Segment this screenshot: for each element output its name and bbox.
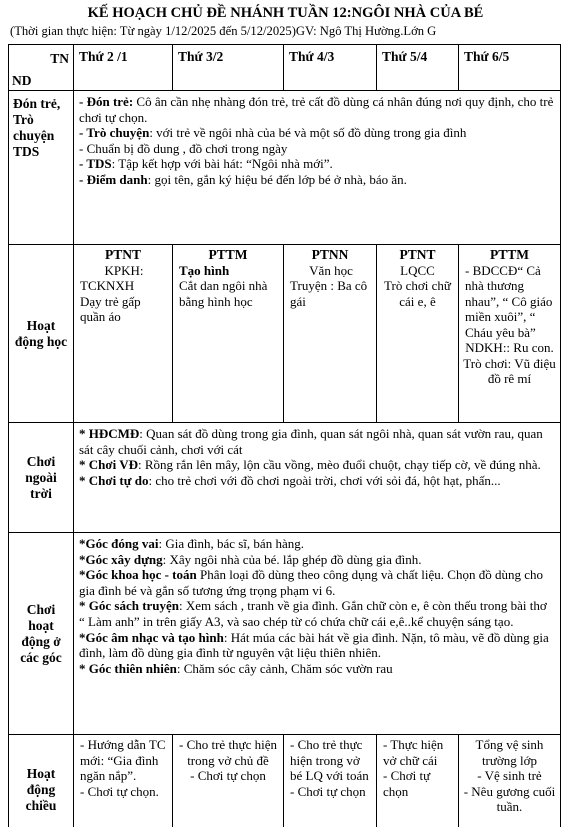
day-header-5: Thứ 6/5 [459, 45, 561, 91]
row-label-hoat-dong-hoc: Hoạt động học [9, 245, 74, 423]
cac-goc-line: *Góc xây dựng: Xây ngôi nhà của bé. lắp ghép đồ dùng gia đình. [79, 551, 422, 567]
don-tre-line: - TDS: Tập kết hợp với bài hát: “Ngôi nhà mới”. [79, 156, 333, 172]
row-label-ngoai-troi: Chơi ngoài trời [9, 423, 74, 533]
header-row [9, 45, 561, 91]
lesson-cell-tue: PTTM Tạo hình Cắt dan ngôi nhà bằng hình học [173, 245, 284, 423]
corner-bottom-label: ND [12, 73, 32, 88]
don-tre-line: - Trò chuyện: với trẻ về ngôi nhà của bé và một số đồ dùng trong gia đình [79, 125, 467, 141]
row-ngoai-troi [9, 423, 561, 533]
row-don-tre [9, 91, 561, 245]
ngoai-troi-line: * Chơi VĐ: Rồng rắn lên mây, lộn cầu vồng, mèo đuổi chuột, chạy tiếp cờ, về đúng nhà. [79, 457, 541, 473]
cac-goc-line: * Góc sách truyện: Xem sách , tranh về gia đình. Gắn chữ còn e, ê còn thếu trong bài thơ “ Làm anh” in trên giấy A3, và sao chép từ có chứa chữ cái e,ê..kể chuyện sáng tạo. [79, 598, 547, 629]
day-header-3: Thứ 4/3 [284, 45, 377, 91]
corner-top-label: TN [50, 51, 69, 66]
plan-subtitle: (Thời gian thực hiện: Từ ngày 1/12/2025 đến 5/12/2025)GV: Ngô Thị Hường.Lớn G [10, 24, 437, 38]
ngoai-troi-content [74, 423, 561, 533]
afternoon-cell-wed: - Cho trẻ thực hiện trong vở bé LQ với toán - Chơi tự chọn [284, 735, 377, 827]
lesson-cell-mon: PTNT KPKH: TCKNXH Dạy trẻ gấp quần áo [74, 245, 173, 423]
don-tre-line: - Đón trẻ: Cô ân cần nhẹ nhàng đón trẻ, trẻ cất đồ dùng cá nhân đúng nơi quy định, cho trẻ chơi tự chọn. [79, 94, 554, 125]
corner-cell [9, 45, 74, 91]
plan-title: KẾ HOẠCH CHỦ ĐỀ NHÁNH TUẦN 12:NGÔI NHÀ CỦA BÉ [87, 5, 484, 21]
don-tre-content [74, 91, 561, 245]
afternoon-cell-tue: - Cho trẻ thực hiện trong vở chủ đề - Chơi tự chọn [173, 735, 284, 827]
row-label-don-tre: Đón trẻ, Trò chuyện TDS [9, 91, 74, 245]
day-header-2: Thứ 3/2 [173, 45, 284, 91]
row-label-cac-goc: Chơi hoạt động ở các góc [9, 533, 74, 735]
afternoon-cell-fri: Tổng vệ sinh trường lớp - Vệ sinh trẻ - Nêu gương cuối tuần. [459, 735, 561, 827]
lesson-cell-fri: PTTM - BDCCĐ“ Cả nhà thương nhau”, “ Cô giáo miền xuôi”, “ Cháu yêu bà” NDKH:: Ru con. Trò chơi: Vũ điệu đồ rê mí [459, 245, 561, 423]
day-header-1: Thứ 2 /1 [74, 45, 173, 91]
lesson-cell-wed: PTNN Văn học Truyện : Ba cô gái [284, 245, 377, 423]
cac-goc-line: *Góc khoa học - toán Phân loại đồ dùng theo công dụng và chất liệu. Chọn đồ dùng cho gia đình bé và gắn số tương ứng trọng phạm vi 6. [79, 567, 543, 598]
ngoai-troi-line: * HĐCMĐ: Quan sát đồ dùng trong gia đình, quan sát ngôi nhà, quan sát vườn rau, quan sát cây chuối cảnh, chơi với cát [79, 426, 543, 457]
cac-goc-line: *Góc âm nhạc và tạo hình: Hát múa các bài hát về gia đình. Nặn, tô màu, vẽ đồ dùng gia đình, làm đồ dùng gia đình từ nguyên vật liệu thiên nhiên. [79, 629, 549, 661]
cac-goc-line: * Góc thiên nhiên: Chăm sóc cây cảnh, Chăm sóc vườn rau [79, 660, 393, 676]
weekly-plan-table [8, 44, 561, 827]
row-label-chieu: Hoạt động chiều [9, 735, 74, 827]
don-tre-line: - Chuẩn bị đồ dung , đồ chơi trong ngày [79, 140, 288, 156]
afternoon-cell-thu: - Thực hiện vở chữ cái - Chơi tự chọn [377, 735, 459, 827]
row-chieu [9, 735, 561, 827]
day-header-4: Thứ 5/4 [377, 45, 459, 91]
cac-goc-line: *Góc đóng vai: Gia đình, bác sĩ, bán hàng. [79, 536, 304, 551]
cac-goc-content [74, 533, 561, 735]
afternoon-cell-mon: - Hướng dẫn TC mới: “Gia đình ngăn nắp”. - Chơi tự chọn. [74, 735, 173, 827]
ngoai-troi-line: * Chơi tự do: cho trẻ chơi với đồ chơi ngoài trời, chơi với sỏi đá, hột hạt, phấn... [79, 472, 501, 488]
row-cac-goc [9, 533, 561, 735]
row-hoat-dong-hoc [9, 245, 561, 423]
don-tre-line: - Điểm danh: gọi tên, gắn ký hiệu bé đến lớp bé ở nhà, báo ăn. [79, 171, 407, 187]
lesson-cell-thu: PTNT LQCC Trò chơi chữ cái e, ê [377, 245, 459, 423]
